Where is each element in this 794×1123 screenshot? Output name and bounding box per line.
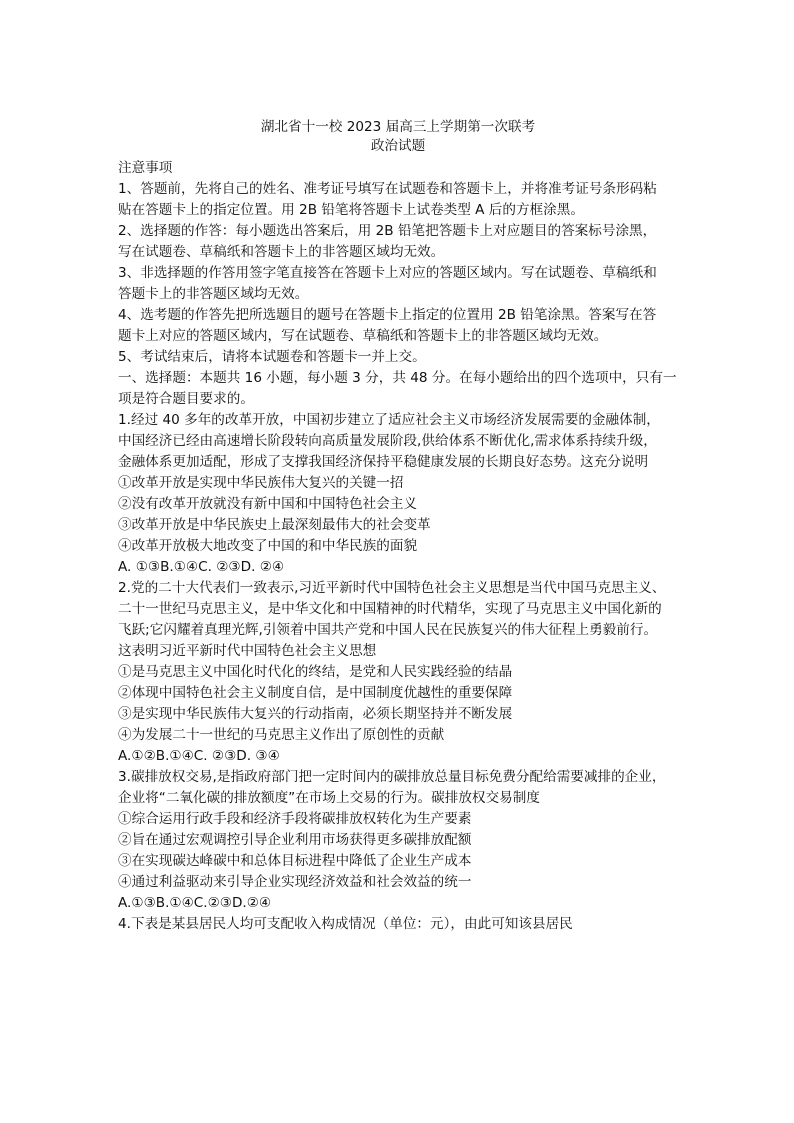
question-1 <box>118 410 678 578</box>
section-line: 项是符合题目要求的。 <box>118 391 254 407</box>
section-line: 一、选择题：本题共 16 小题，每小题 3 分，共 48 分。在每小题给出的四个选项中，只有一 <box>118 370 677 386</box>
question-item: ④通过利益驱动来引导企业实现经济效益和社会效益的统一 <box>118 874 472 890</box>
section-heading <box>118 368 678 410</box>
exam-subject: 政治试题 <box>370 138 426 154</box>
question-stem-line: 二十一世纪马克思主义，是中华文化和中国精神的时代精华，实现了马克思主义中国化新的 <box>118 601 662 617</box>
answer-choices: A. ①③B.①④C. ②③D. ②④ <box>118 559 285 575</box>
question-stem-line: 1.经过 40 多年的改革开放，中国初步建立了适应社会主义市场经济发展需要的金融体制， <box>118 412 660 428</box>
answer-choices: A.①②B.①④C. ②③D. ③④ <box>118 748 280 764</box>
notice-line: 题卡上对应的答题区域内，写在试题卷、草稿纸和答题卡上的非答题区域均无效。 <box>118 328 608 344</box>
question-stem-line: 这表明习近平新时代中国特色社会主义思想 <box>118 643 377 659</box>
exam-title: 湖北省十一校 2023 届高三上学期第一次联考 <box>260 119 536 135</box>
question-item: ④改革开放极大地改变了中国的和中华民族的面貌 <box>118 538 418 554</box>
notice-line: 4、选考题的作答先把所选题目的题号在答题卡上指定的位置用 2B 铅笔涂黑。答案写在答 <box>118 307 657 323</box>
question-item: ①综合运用行政手段和经济手段将碳排放权转化为生产要素 <box>118 811 472 827</box>
notice-heading: 注意事项 <box>118 160 173 176</box>
notice-line: 5、考试结束后，请将本试题卷和答题卡一并上交。 <box>118 349 426 365</box>
question-item: ②旨在通过宏观调控引导企业利用市场获得更多碳排放配额 <box>118 832 472 848</box>
question-item: ③在实现碳达峰碳中和总体目标进程中降低了企业生产成本 <box>118 853 472 869</box>
notice-line: 3、非选择题的作答用签字笔直接答在答题卡上对应的答题区域内。写在试题卷、草稿纸和 <box>118 265 657 281</box>
question-stem-line: 中国经济已经由高速增长阶段转向高质量发展阶段,供给体系不断优化,需求体系持续升级， <box>118 433 657 449</box>
question-stem-line: 4.下表是某县居民人均可支配收入构成情况（单位：元），由此可知该县居民 <box>118 916 573 932</box>
question-item: ④为发展二十一世纪的马克思主义作出了原创性的贡献 <box>118 727 445 743</box>
notice-line: 1、答题前，先将自己的姓名、准考证号填写在试题卷和答题卡上，并将准考证号条形码粘 <box>118 181 657 197</box>
question-2 <box>118 578 678 767</box>
question-stem-line: 3.碳排放权交易,是指政府部门把一定时间内的碳排放总量目标免费分配给需要减排的企业， <box>118 769 666 785</box>
notice-line: 贴在答题卡上的指定位置。用 2B 铅笔将答题卡上试卷类型 A 后的方框涂黑。 <box>118 202 584 218</box>
page-content <box>118 118 678 935</box>
question-item: ③改革开放是中华民族史上最深刻最伟大的社会变革 <box>118 517 431 533</box>
question-item: ②没有改革开放就没有新中国和中国特色社会主义 <box>118 496 418 512</box>
question-stem-line: 企业将“二氧化碳的排放额度”在市场上交易的行为。碳排放权交易制度 <box>118 790 540 806</box>
question-4 <box>118 914 678 935</box>
question-item: ①是马克思主义中国化时代化的终结，是党和人民实践经验的结晶 <box>118 664 513 680</box>
question-stem-line: 2.党的二十大代表们一致表示,习近平新时代中国特色社会主义思想是当代中国马克思主义、 <box>118 580 666 596</box>
question-item: ②体现中国特色社会主义制度自信，是中国制度优越性的重要保障 <box>118 685 513 701</box>
notice-line: 写在试题卷、草稿纸和答题卡上的非答题区域均无效。 <box>118 244 445 260</box>
question-stem-line: 金融体系更加适配，形成了支撑我国经济保持平稳健康发展的长期良好态势。这充分说明 <box>118 454 649 470</box>
notice-line: 答题卡上的非答题区域均无效。 <box>118 286 309 302</box>
notice-section <box>118 158 678 368</box>
question-item: ①改革开放是实现中华民族伟大复兴的关键一招 <box>118 475 404 491</box>
question-stem-line: 飞跃;它闪耀着真理光辉,引领着中国共产党和中国人民在民族复兴的伟大征程上勇毅前行。 <box>118 622 658 638</box>
answer-choices: A.①③B.①④C.②③D.②④ <box>118 895 272 911</box>
question-item: ③是实现中华民族伟大复兴的行动指南，必须长期坚持并不断发展 <box>118 706 513 722</box>
notice-line: 2、选择题的作答：每小题选出答案后，用 2B 铅笔把答题卡上对应题目的答案标号涂黑， <box>118 223 657 239</box>
question-3 <box>118 767 678 914</box>
